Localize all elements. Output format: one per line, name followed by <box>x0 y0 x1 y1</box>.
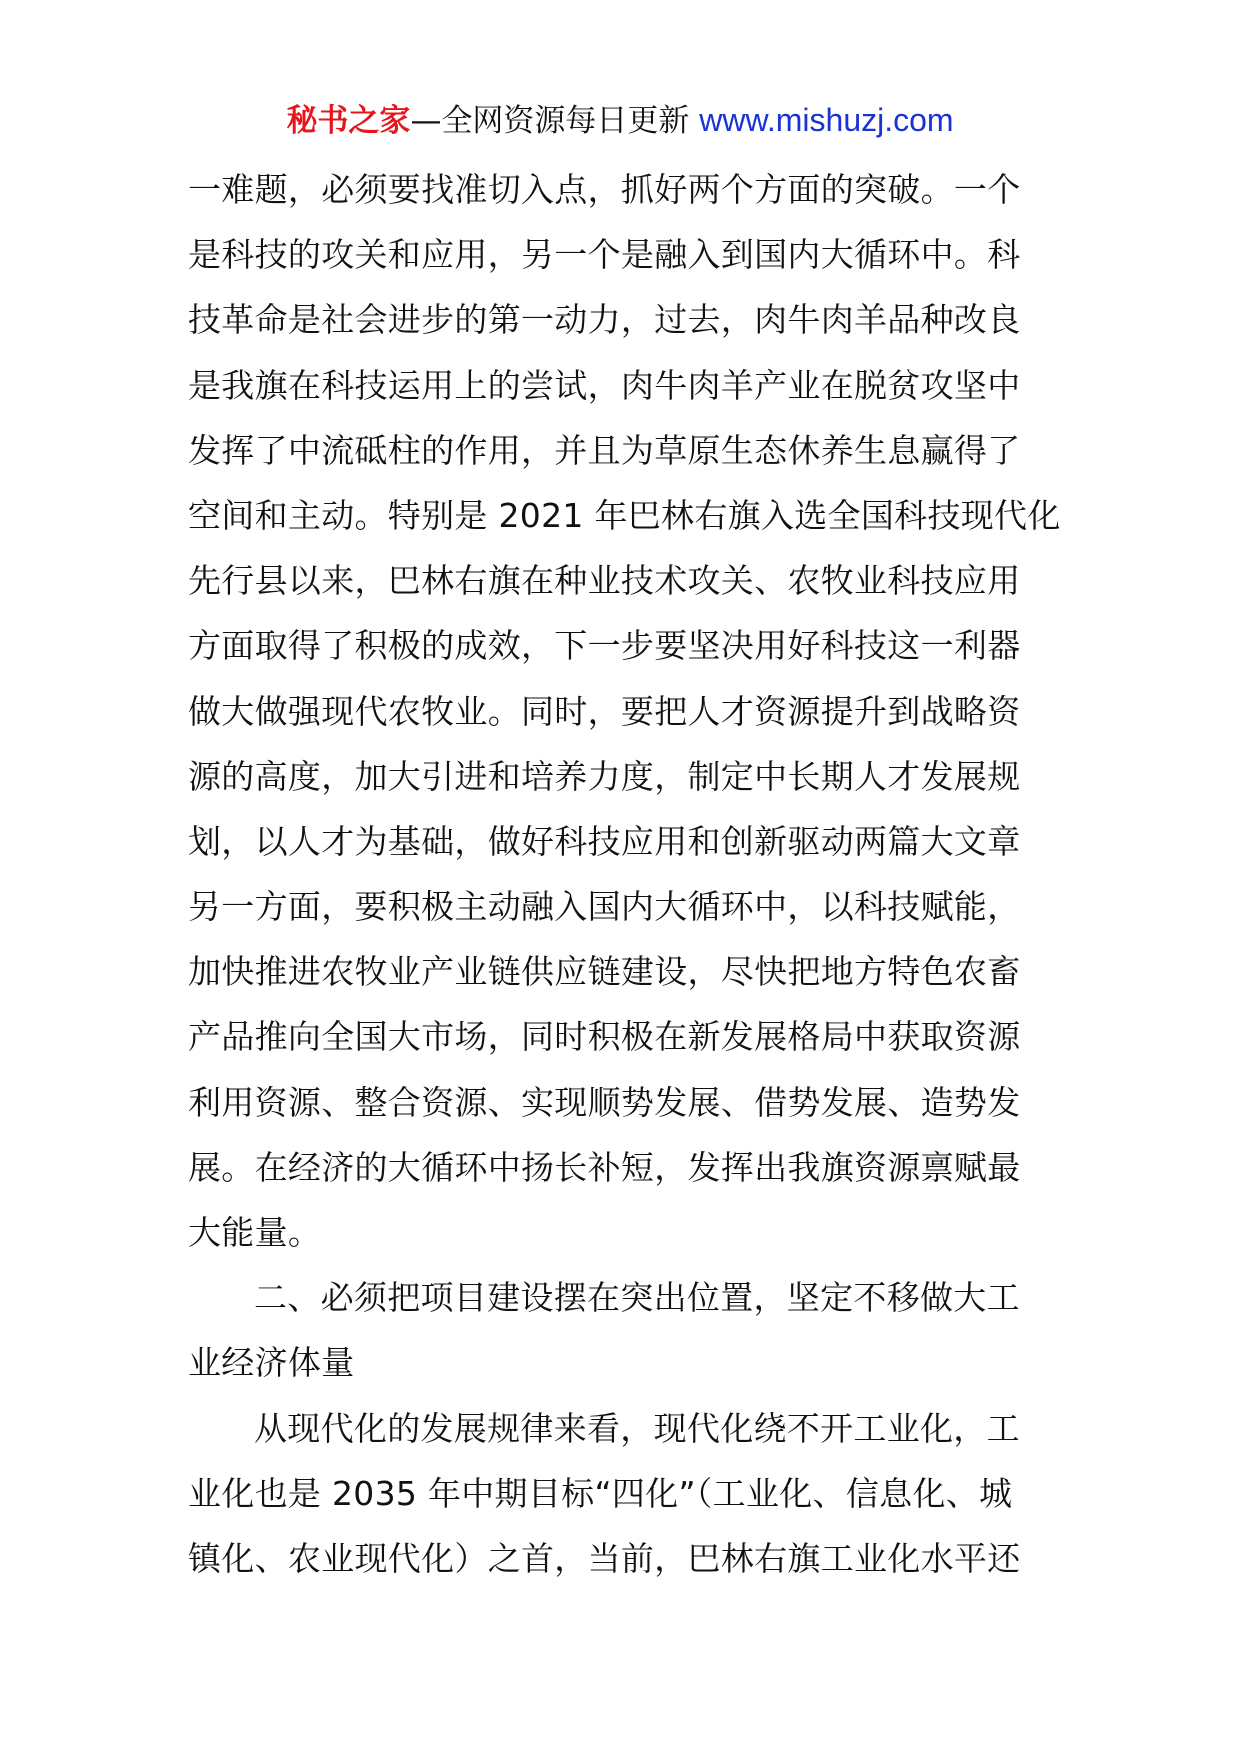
section-heading: 二、必须把项目建设摆在突出位置，坚定不移做大工 <box>254 1278 1020 1318</box>
page-header <box>0 100 1240 141</box>
text-line: 划，以人才为基础，做好科技应用和创新驱动两篇大文章 <box>188 821 1021 861</box>
text-line: 方面取得了积极的成效，下一步要坚决用好科技这一利器 <box>188 626 1021 666</box>
text-line: 先行县以来，巴林右旗在种业技术攻关、农牧业科技应用 <box>188 561 1021 601</box>
text-line: 业化也是 2035 年中期目标“四化”（工业化、信息化、城 <box>188 1473 1013 1513</box>
text-line: 展。在经济的大循环中扬长补短，发挥出我旗资源禀赋最 <box>188 1147 1021 1187</box>
text-line: 是科技的攻关和应用，另一个是融入到国内大循环中。科 <box>188 235 1021 275</box>
header-tagline: —全网资源每日更新 <box>410 103 700 139</box>
text-line: 是我旗在科技运用上的尝试，肉牛肉羊产业在脱贫攻坚中 <box>188 365 1021 405</box>
text-line: 产品推向全国大市场，同时积极在新发展格局中获取资源 <box>188 1017 1021 1057</box>
text-line: 发挥了中流砥柱的作用，并且为草原生态休养生息赢得了 <box>188 430 1021 470</box>
text-line: 从现代化的发展规律来看，现代化绕不开工业化，工 <box>254 1408 1020 1448</box>
text-line: 一难题，必须要找准切入点，抓好两个方面的突破。一个 <box>188 170 1021 209</box>
text-line: 另一方面，要积极主动融入国内大循环中，以科技赋能， <box>188 887 1021 927</box>
text-line: 镇化、农业现代化）之首，当前，巴林右旗工业化水平还 <box>188 1538 1021 1578</box>
document-body <box>188 157 1061 1591</box>
brand-name: 秘书之家 <box>286 103 411 139</box>
text-line: 加快推进农牧业产业链供应链建设，尽快把地方特色农畜 <box>188 952 1021 992</box>
text-line: 技革命是社会进步的第一动力，过去，肉牛肉羊品种改良 <box>188 300 1021 340</box>
text-line: 利用资源、整合资源、实现顺势发展、借势发展、造势发 <box>188 1082 1021 1122</box>
text-line: 大能量。 <box>188 1213 322 1252</box>
section-heading-continued: 业经济体量 <box>188 1343 355 1383</box>
text-line: 空间和主动。特别是 2021 年巴林右旗入选全国科技现代化 <box>188 495 1061 535</box>
text-line: 做大做强现代农牧业。同时，要把人才资源提升到战略资 <box>188 691 1021 731</box>
site-url[interactable]: www.mishuzj.com <box>699 102 954 138</box>
text-line: 源的高度，加大引进和培养力度，制定中长期人才发展规 <box>188 756 1021 796</box>
